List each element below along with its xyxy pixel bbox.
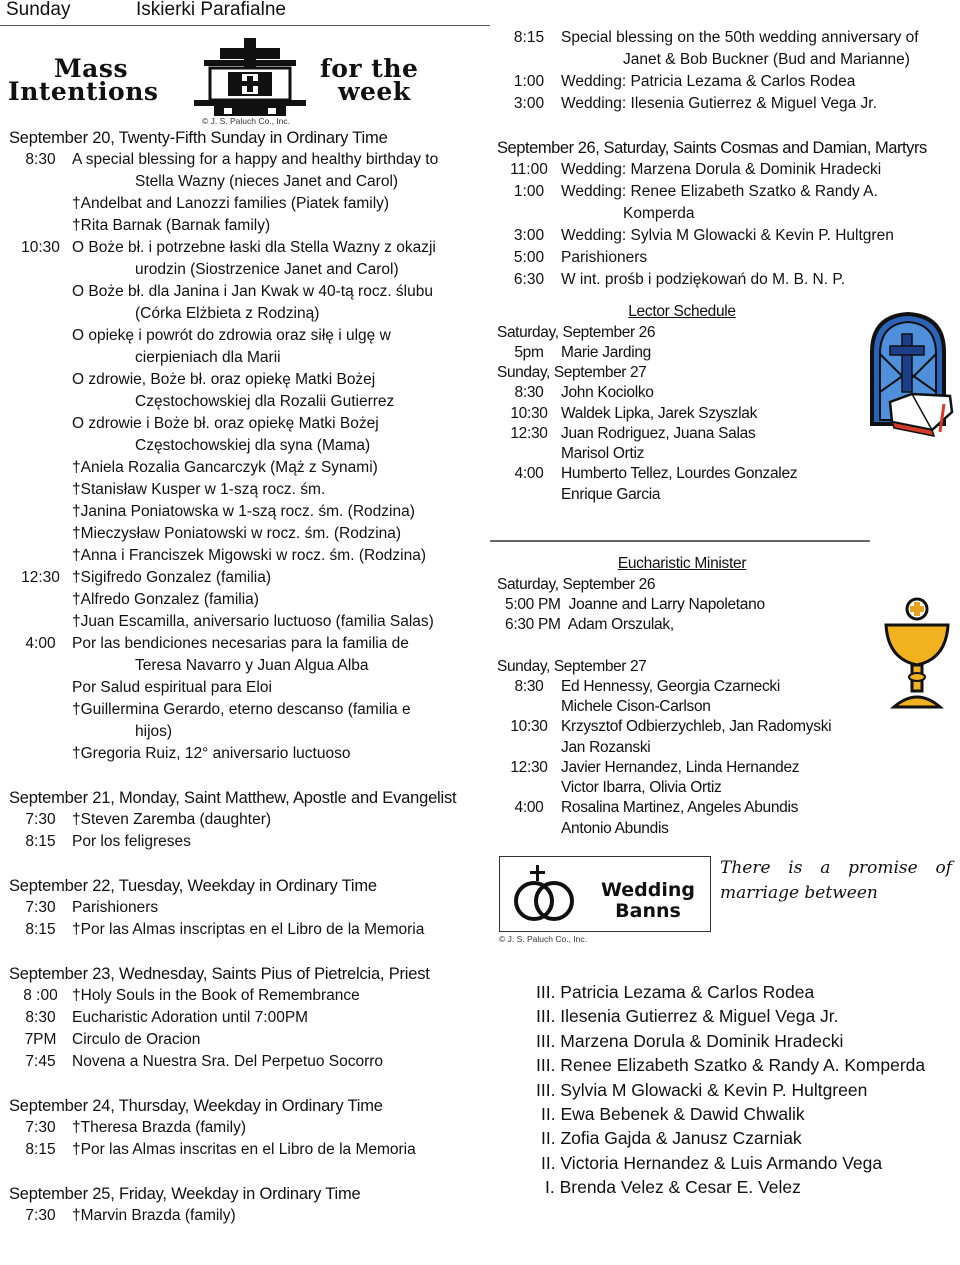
mass-time xyxy=(9,743,72,765)
intention-text: †Steven Zaremba (daughter) xyxy=(72,811,272,828)
intention-text: †Andelbat and Lanozzi families (Piatek family) xyxy=(72,195,390,212)
em-sunday-heading: Sunday, September 27 xyxy=(497,657,647,675)
intention-row xyxy=(9,369,465,391)
wedding-banns-word2: Banns xyxy=(615,900,681,922)
intention-row xyxy=(497,247,955,269)
mass-time xyxy=(9,369,72,391)
intention-row xyxy=(9,897,465,919)
intention-row xyxy=(9,611,465,633)
intention-text: †Janina Poniatowska w 1-szą rocz. śm. (Rodzina) xyxy=(72,503,415,520)
mass-intentions-banner xyxy=(2,32,466,128)
schedule-time: 12:30 xyxy=(510,758,548,776)
lector-sunday-heading: Sunday, September 27 xyxy=(497,364,647,382)
banns-couple: III. Sylvia M Glowacki & Kevin P. Hultgreen xyxy=(536,1079,868,1100)
sep24-intentions xyxy=(9,1117,465,1161)
schedule-continuation: Jan Rozanski xyxy=(561,738,651,756)
wedding-banns-label xyxy=(586,880,710,922)
intention-text: Por los feligreses xyxy=(72,833,191,850)
lector-saturday-heading: Saturday, September 26 xyxy=(497,324,656,341)
banns-couple: III. Marzena Dorula & Dominik Hradecki xyxy=(536,1030,844,1051)
mass-time: 1:00 xyxy=(513,183,545,200)
day-heading-sep22: September 22, Tuesday, Weekday in Ordinary Time xyxy=(9,877,377,895)
day-heading-sep25: September 25, Friday, Weekday in Ordinary Time xyxy=(9,1185,361,1203)
cross-altar-icon xyxy=(184,36,316,118)
banns-couple: II. Zofia Gajda & Janusz Czarniak xyxy=(541,1128,802,1149)
intention-text: O Boże bł. dla Janina i Jan Kwak w 40-tą rocz. ślubu xyxy=(72,283,433,300)
mass-time: 8:15 xyxy=(513,29,545,46)
banns-couple: I. Brenda Velez & Cesar E. Velez xyxy=(545,1177,801,1198)
intention-row xyxy=(9,919,465,941)
stained-glass-window-icon xyxy=(862,312,956,438)
schedule-time: 8:30 xyxy=(514,677,544,695)
intention-text: †Juan Escamilla, aniversario luctuoso (familia Salas) xyxy=(72,613,434,630)
sep22-intentions xyxy=(9,897,465,941)
banner-copyright: © J. S. Paluch Co., Inc. xyxy=(202,116,290,126)
intention-row xyxy=(497,71,955,93)
mass-time xyxy=(9,215,72,237)
mass-time: 7:30 xyxy=(25,811,56,828)
intention-row xyxy=(9,545,465,567)
banner-word-week: week xyxy=(338,77,411,106)
intention-text: †Guillermina Gerardo, eterno descanso (familia e xyxy=(72,701,411,718)
mass-time xyxy=(9,325,72,347)
intention-row xyxy=(9,479,465,501)
intention-row xyxy=(9,743,465,765)
intention-continuation: Janet & Bob Buckner (Bud and Marianne) xyxy=(623,51,910,68)
intention-continuation: urodzin (Siostrzenice Janet and Carol) xyxy=(135,261,399,278)
mass-time: 12:30 xyxy=(21,569,60,586)
intention-text: Circulo de Oracion xyxy=(72,1031,201,1048)
wedding-rings-icon xyxy=(508,863,588,925)
banns-couples-list xyxy=(520,980,950,1200)
mass-time: 8:15 xyxy=(25,1141,56,1158)
banns-couple: II. Ewa Bebenek & Dawid Chwalik xyxy=(541,1104,805,1125)
schedule-names: Juan Rodriguez, Juana Salas xyxy=(561,424,756,442)
mass-time xyxy=(9,457,72,479)
intention-text: Wedding: Ilesenia Gutierrez & Miguel Vega Jr. xyxy=(561,95,877,112)
schedule-names: Javier Hernandez, Linda Hernandez xyxy=(561,758,800,776)
intention-row xyxy=(9,149,465,171)
mass-time: 7:30 xyxy=(25,899,56,916)
mass-time: 5:00 xyxy=(513,249,545,266)
sep21-intentions xyxy=(9,809,465,853)
intention-row xyxy=(9,1205,465,1227)
intention-text: †Rita Barnak (Barnak family) xyxy=(72,217,271,234)
left-column xyxy=(9,127,465,1227)
schedule-continuation: Antonio Abundis xyxy=(561,819,669,837)
intention-text: †Theresa Brazda (family) xyxy=(72,1119,247,1136)
banner-word-intentions: Intentions xyxy=(8,77,159,106)
page-header xyxy=(0,0,490,26)
banns-couple: II. Victoria Hernandez & Luis Armando Vega xyxy=(541,1152,883,1173)
intention-row xyxy=(9,567,465,589)
day-heading-sep24: September 24, Thursday, Weekday in Ordinary Time xyxy=(9,1097,383,1115)
schedule-names: Rosalina Martinez, Angeles Abundis xyxy=(561,799,799,817)
promise-of-marriage-text: There is a promise of marriage between xyxy=(720,858,952,903)
day-heading-sep20: September 20, Twenty-Fifth Sunday in Ordinary Time xyxy=(9,129,388,147)
mass-time xyxy=(9,281,72,303)
mass-time: 8:15 xyxy=(25,921,56,938)
intention-row xyxy=(9,501,465,523)
intention-row xyxy=(9,457,465,479)
intention-text: †Gregoria Ruiz, 12° aniversario luctuoso xyxy=(72,745,351,762)
intention-row xyxy=(9,809,465,831)
intention-text: O opiekę i powrót do zdrowia oraz siłę i ulgę w xyxy=(72,327,391,344)
banner-word-for-the: for the xyxy=(320,54,419,83)
mass-time: 4:00 xyxy=(25,635,56,652)
intention-row xyxy=(9,589,465,611)
schedule-time: 12:30 xyxy=(510,424,548,442)
intention-continuation: (Córka Elżbieta z Rodziną) xyxy=(135,305,320,322)
schedule-names: Krzysztof Odbierzychleb, Jan Radomyski xyxy=(561,718,832,736)
banner-word-mass: Mass xyxy=(54,54,129,83)
banns-couple: III. Renee Elizabeth Szatko & Randy A. Komperda xyxy=(536,1055,926,1076)
intention-row xyxy=(9,1029,465,1051)
intention-text: Parishioners xyxy=(561,249,648,266)
intention-row xyxy=(9,831,465,853)
banns-copyright: © J. S. Paluch Co., Inc. xyxy=(499,934,587,944)
intention-text: Parishioners xyxy=(72,899,159,916)
intention-text: †Marvin Brazda (family) xyxy=(72,1207,236,1224)
banns-couple: III. Ilesenia Gutierrez & Miguel Vega Jr. xyxy=(536,1006,839,1027)
day-heading-sep26: September 26, Saturday, Saints Cosmas and Damian, Martyrs xyxy=(497,139,927,157)
intention-text: Eucharistic Adoration until 7:00PM xyxy=(72,1009,309,1026)
mass-time: 3:00 xyxy=(513,227,545,244)
schedule-names: Humberto Tellez, Lourdes Gonzalez xyxy=(561,465,798,483)
schedule-continuation: Victor Ibarra, Olivia Ortiz xyxy=(561,779,722,797)
intention-text: Special blessing on the 50th wedding anniversary of xyxy=(561,29,919,46)
intention-row xyxy=(9,523,465,545)
intention-row xyxy=(9,1051,465,1073)
intention-row xyxy=(497,93,955,115)
schedule-continuation: Michele Cison-Carlson xyxy=(561,697,711,715)
mass-time xyxy=(9,545,72,567)
intention-text: Wedding: Marzena Dorula & Dominik Hradecki xyxy=(561,161,882,178)
mass-time xyxy=(9,193,72,215)
schedule-row xyxy=(497,717,955,737)
mass-time: 7PM xyxy=(24,1031,57,1048)
intention-text: Novena a Nuestra Sra. Del Perpetuo Socorro xyxy=(72,1053,384,1070)
intention-row xyxy=(497,27,955,49)
em-saturday-row: 6:30 PM Adam Orszulak, xyxy=(505,616,674,634)
mass-time xyxy=(9,699,72,721)
mass-time: 7:30 xyxy=(25,1119,56,1136)
intention-row xyxy=(9,413,465,435)
mass-time: 11:00 xyxy=(510,161,548,178)
intention-continuation: Częstochowskiej dla syna (Mama) xyxy=(135,437,371,454)
intention-row xyxy=(9,699,465,721)
mass-time: 8:30 xyxy=(25,1009,56,1026)
mass-time xyxy=(9,413,72,435)
intention-continuation: Częstochowskiej dla Rozalii Gutierrez xyxy=(135,393,395,410)
intention-row xyxy=(9,985,465,1007)
intention-text: †Por las Almas inscriptas en el Libro de la Memoria xyxy=(72,921,425,938)
mass-time: 7:45 xyxy=(25,1053,56,1070)
intention-text: †Anna i Franciszek Migowski w rocz. śm. (Rodzina) xyxy=(72,547,427,564)
intention-text: Wedding: Sylvia M Glowacki & Kevin P. Hultgren xyxy=(561,227,894,244)
intention-text: Por Salud espiritual para Eloi xyxy=(72,679,272,696)
intention-text: †Alfredo Gonzalez (familia) xyxy=(72,591,259,608)
intention-text: †Por las Almas inscritas en el Libro de la Memoria xyxy=(72,1141,416,1158)
schedule-time: 10:30 xyxy=(510,718,548,736)
mass-time: 3:00 xyxy=(513,95,545,112)
intention-text: †Sigifredo Gonzalez (familia) xyxy=(72,569,272,586)
schedule-time: 5pm xyxy=(514,344,544,361)
intention-row xyxy=(497,181,955,203)
sep25-continued-intentions xyxy=(497,27,955,115)
intention-continuation: cierpieniach dla Marii xyxy=(135,349,281,366)
eucharistic-minister-title: Eucharistic Minister xyxy=(617,555,747,573)
schedule-row xyxy=(497,758,955,778)
intention-text: Wedding: Renee Elizabeth Szatko & Randy A. xyxy=(561,183,878,200)
publication-title: Iskierki Parafialne xyxy=(136,0,286,20)
day-label: Sunday xyxy=(6,0,71,20)
intention-text: †Stanisław Kusper w 1-szą rocz. śm. xyxy=(72,481,326,498)
column-divider xyxy=(490,540,870,542)
sep23-intentions xyxy=(9,985,465,1073)
schedule-continuation: Enrique Garcia xyxy=(561,485,661,503)
schedule-names: John Kociolko xyxy=(561,384,654,402)
mass-time xyxy=(9,501,72,523)
lector-schedule-title: Lector Schedule xyxy=(628,303,736,320)
intention-text: O zdrowie i Boże bł. oraz opiekę Matki Bożej xyxy=(72,415,379,432)
intention-text: O zdrowie, Boże bł. oraz opiekę Matki Bożej xyxy=(72,371,376,388)
schedule-row xyxy=(497,464,955,484)
chalice-icon xyxy=(882,595,952,713)
mass-time: 6:30 xyxy=(513,271,545,288)
intention-row xyxy=(9,1117,465,1139)
mass-time: 7:30 xyxy=(25,1207,56,1224)
intention-row xyxy=(9,215,465,237)
mass-time xyxy=(9,589,72,611)
schedule-names: Ed Hennessy, Georgia Czarnecki xyxy=(561,677,781,695)
banns-couple: III. Patricia Lezama & Carlos Rodea xyxy=(536,982,815,1002)
intention-row xyxy=(9,1139,465,1161)
intention-row xyxy=(9,281,465,303)
intention-row xyxy=(9,677,465,699)
intention-continuation: hijos) xyxy=(135,723,173,740)
intention-text: Por las bendiciones necesarias para la familia de xyxy=(72,635,409,652)
intention-row xyxy=(497,159,955,181)
intention-text: †Holy Souls in the Book of Remembrance xyxy=(72,987,360,1004)
em-saturday-row: 5:00 PM Joanne and Larry Napoletano xyxy=(505,596,765,614)
mass-time: 8 :00 xyxy=(23,987,58,1004)
mass-time: 8:15 xyxy=(25,833,56,850)
intention-text: W int. prośb i podziękowań do M. B. N. P. xyxy=(561,271,846,288)
schedule-time: 4:00 xyxy=(514,799,544,817)
intention-text: †Mieczysław Poniatowski w rocz. śm. (Rodzina) xyxy=(72,525,402,542)
intention-text: O Boże bł. i potrzebne łaski dla Stella Wazny z okazji xyxy=(72,239,436,256)
intention-row xyxy=(9,237,465,259)
wedding-banns-word1: Wedding xyxy=(600,879,695,901)
day-heading-sep23: September 23, Wednesday, Saints Pius of Pietrelcia, Priest xyxy=(9,965,430,983)
sep25-intentions xyxy=(9,1205,465,1227)
intention-continuation: Komperda xyxy=(623,205,695,222)
intention-row xyxy=(497,269,955,291)
intention-continuation: Stella Wazny (nieces Janet and Carol) xyxy=(135,173,399,190)
schedule-time: 4:00 xyxy=(514,465,544,483)
schedule-time: 8:30 xyxy=(514,384,544,402)
schedule-time: 10:30 xyxy=(510,404,548,422)
mass-time: 8:30 xyxy=(25,151,56,168)
mass-time xyxy=(9,479,72,501)
mass-time: 10:30 xyxy=(21,239,60,256)
mass-time xyxy=(9,523,72,545)
mass-time: 1:00 xyxy=(513,73,545,90)
day-heading-sep21: September 21, Monday, Saint Matthew, Apostle and Evangelist xyxy=(9,789,457,807)
mass-time xyxy=(9,611,72,633)
schedule-names: Marie Jarding xyxy=(561,344,652,361)
intention-row xyxy=(9,193,465,215)
intention-row xyxy=(9,325,465,347)
intention-text: Wedding: Patricia Lezama & Carlos Rodea xyxy=(561,73,856,90)
mass-time xyxy=(9,677,72,699)
intention-text: †Aniela Rozalia Gancarczyk (Mąż z Synami) xyxy=(72,459,378,476)
schedule-names: Waldek Lipka, Jarek Szyszlak xyxy=(561,404,758,422)
em-saturday-heading: Saturday, September 26 xyxy=(497,576,656,594)
intention-continuation: Teresa Navarro y Juan Algua Alba xyxy=(135,657,369,674)
sep20-intentions xyxy=(9,149,465,765)
intention-row xyxy=(497,225,955,247)
intention-text: A special blessing for a happy and healthy birthday to xyxy=(72,151,439,168)
intention-row xyxy=(9,633,465,655)
sep26-intentions xyxy=(497,159,955,291)
schedule-continuation: Marisol Ortiz xyxy=(561,445,645,463)
schedule-row xyxy=(497,798,955,818)
intention-row xyxy=(9,1007,465,1029)
